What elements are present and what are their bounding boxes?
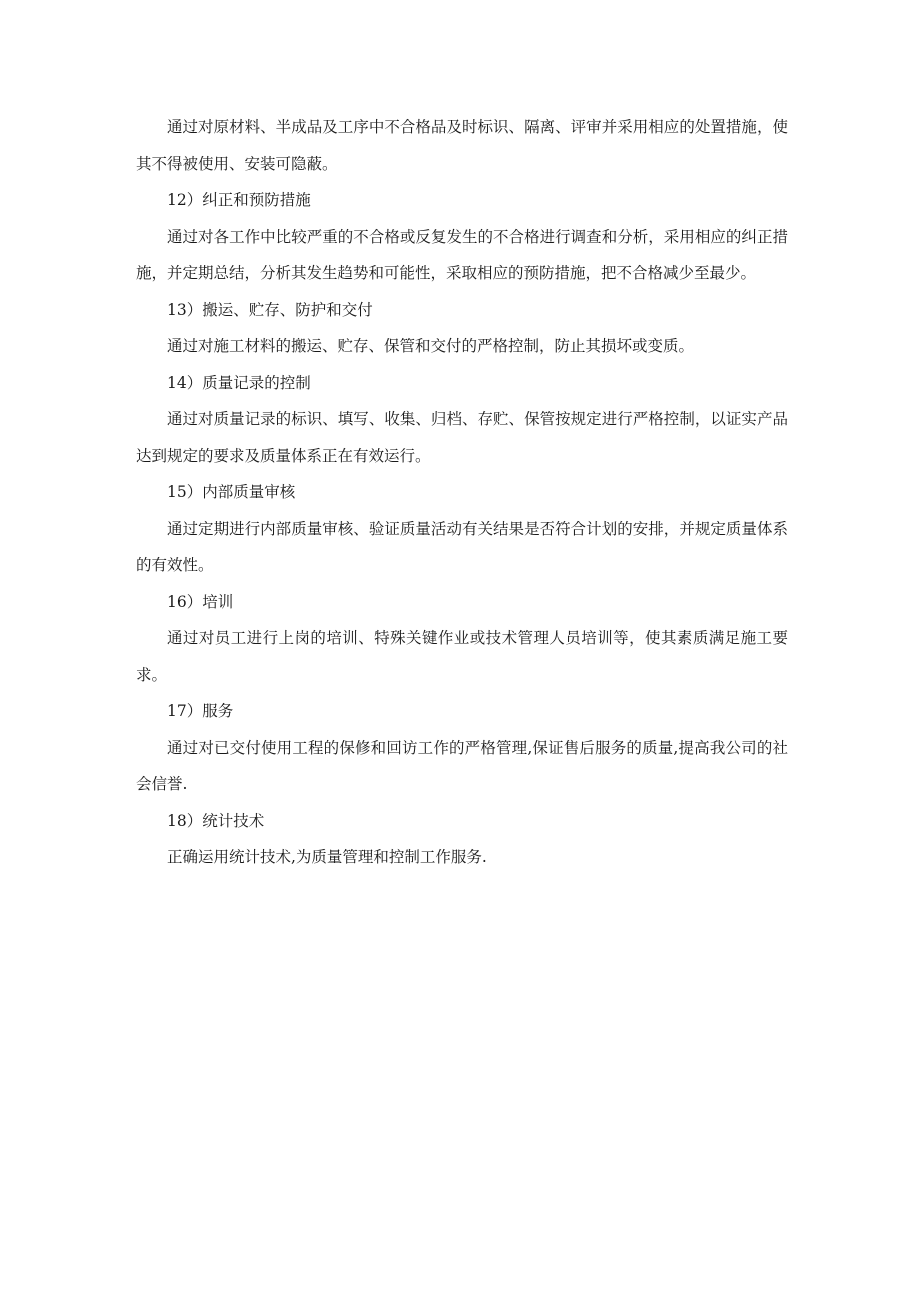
section-heading-17: 17）服务 [167, 702, 234, 720]
paragraph-quality-records: 通过对质量记录的标识、填写、收集、归档、存贮、保管按规定进行严格控制，以证实产品达到规定的要求及质量体系正在有效运行。 [136, 410, 788, 465]
paragraph-internal-audit: 通过定期进行内部质量审核、验证质量活动有关结果是否符合计划的安排，并规定质量体系的有效性。 [136, 519, 788, 574]
paragraph-corrective-preventive: 通过对各工作中比较严重的不合格或反复发生的不合格进行调查和分析，采用相应的纠正措施，并定期总结，分析其发生趋势和可能性，采取相应的预防措施，把不合格减少至最少。 [136, 227, 788, 282]
section-heading-18: 18）统计技术 [167, 811, 265, 830]
paragraph-handling-storage: 通过对施工材料的搬运、贮存、保管和交付的严格控制，防止其损坏或变质。 [167, 337, 695, 355]
paragraph-training: 通过对员工进行上岗的培训、特殊关键作业或技术管理人员培训等，使其素质满足施工要求。 [136, 629, 788, 684]
paragraph-service: 通过对已交付使用工程的保修和回访工作的严格管理,保证售后服务的质量,提高我公司的社会信誉. [136, 738, 788, 793]
section-heading-12: 12）纠正和预防措施 [167, 191, 311, 209]
paragraph-statistical-techniques: 正确运用统计技术,为质量管理和控制工作服务. [167, 848, 487, 866]
section-heading-16: 16）培训 [167, 592, 234, 611]
section-heading-15: 15）内部质量审核 [167, 483, 296, 501]
document-body [136, 109, 788, 876]
paragraph-nonconforming-control: 通过对原材料、半成品及工序中不合格品及时标识、隔离、评审并采用相应的处置措施，使其不得被使用、安装可隐蔽。 [136, 118, 788, 173]
section-heading-14: 14）质量记录的控制 [167, 373, 311, 392]
section-heading-13: 13）搬运、贮存、防护和交付 [167, 300, 373, 319]
